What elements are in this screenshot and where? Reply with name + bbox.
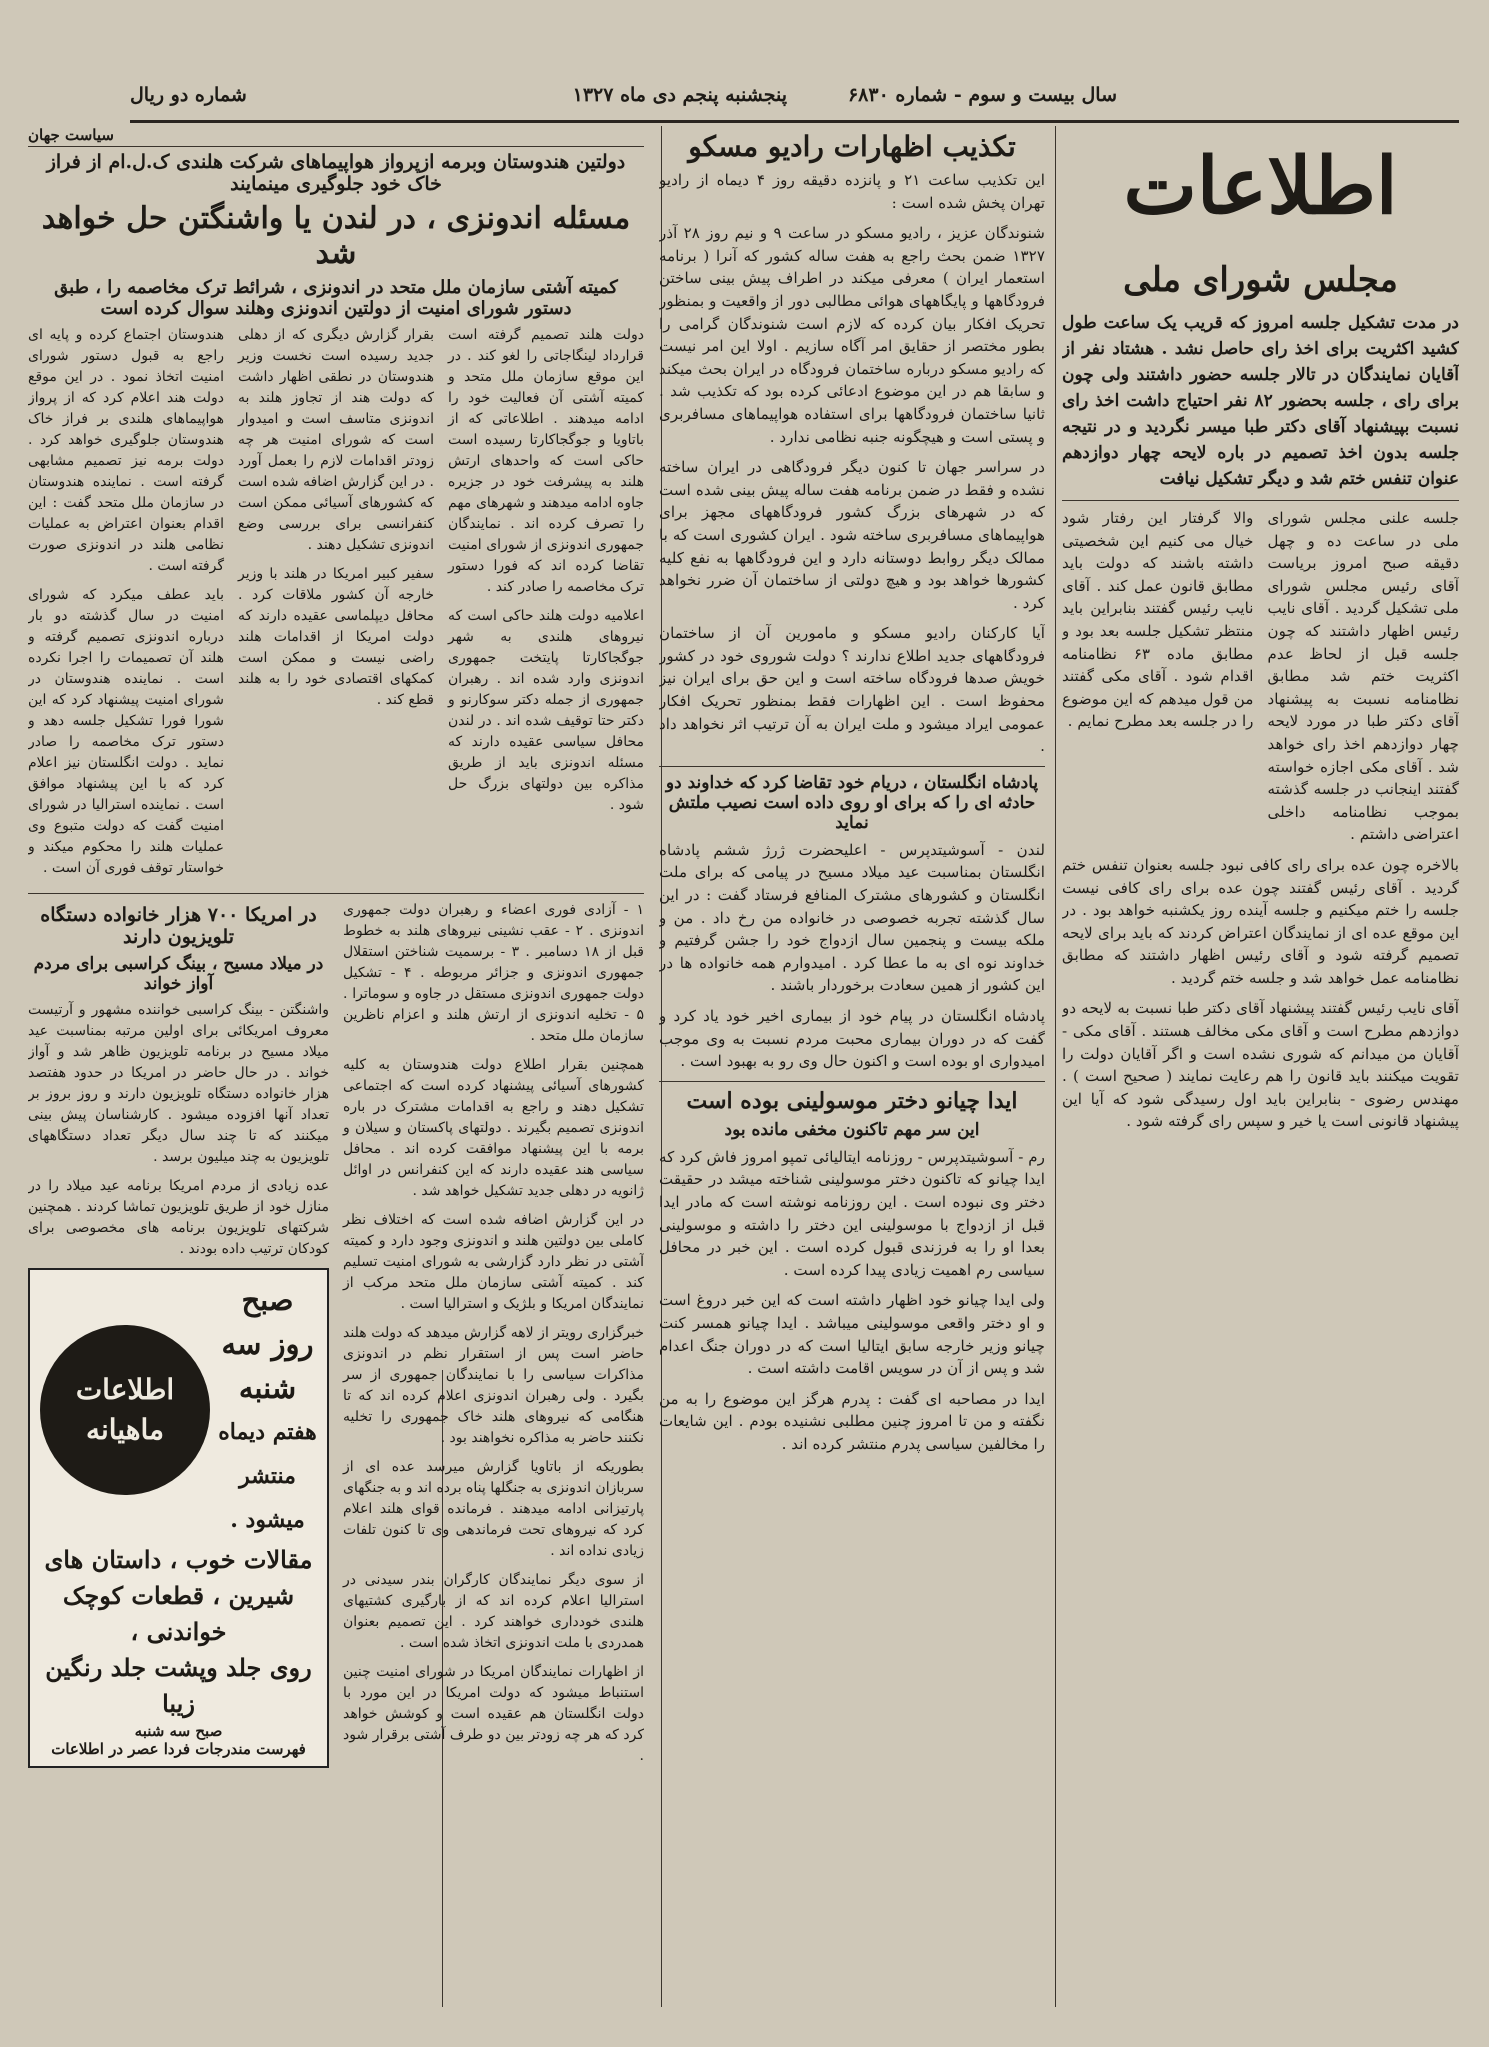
indonesia-list: ۱ - آزادی فوری اعضاء و رهبران دولت جمهوری اندونزی . ۲ - عقب نشینی نیروهای هلند به خطوط قبل از ۱۸ دسامبر . ۳ - برسمیت شناختن استقلال جمهوری اندونزی و جزائر مربوطه . ۴ - تشکیل دولت جمهوری اندونزی مستقل در جاوه و سوماترا . ۵ - تخلیه اندونزی از ارتش هلند و اعزام ناظرین سازمان ملل متحد .: [343, 902, 644, 1044]
lower-subcolumns: [28, 900, 644, 1775]
indonesia-body-9: از سوی دیگر نمایندگان کارگران بندر سیدنی در استرالیا اعلام کرده اند که از بارگیری کشتیهای هلندی خودداری خواهند کرد . این تصمیم بعنوان همدردی با ملت اندونزی اتخاذ شده است .: [343, 1572, 644, 1651]
indonesia-body-b: اعلامیه دولت هلند حاکی است که نیروهای هلندی به شهر جوگجاکارتا پایتخت جمهوری اندونزی وارد شده اند . رهبران جمهوری از جمله دکتر سوکارنو و دکتر حتا توقیف شده اند . در لندن محافل سیاسی عقیده دارند که مسئله اندونزی باید از طریق مذاکره بین دولتهای بزرگ حل شود .: [448, 608, 644, 813]
parliament-column: [1062, 126, 1459, 2017]
indonesia-body-6: در این گزارش اضافه شده است که اختلاف نظر کاملی بین دولتین هلند و اندونزی وجود دارد و کمیته آشتی در نظر دارد گزارشی به شورای امنیت تسلیم کند . کمیته آشتی سازمان ملل متحد مرکب از نمایندگان امریکا و بلژیک و استرالیا است .: [343, 1212, 644, 1312]
radio-moscow-column: [659, 126, 1045, 2017]
indonesia-headline: مسئله اندونزی ، در لندن یا واشنگتن حل خواهد شد: [41, 201, 631, 271]
parliament-lede: در مدت تشکیل جلسه امروز که قریب یک ساعت طول کشید اکثریت برای اخذ رای حاصل نشد . هشتاد نفر از آقایان نمایندگان در تالار جلسه حضور داشتند ولی چون برای رای ، جلسه بحضور ۸۲ نفر احتیاج داشت اخذ رای نسبت بپیشنهاد آقای دکتر طبا میسر نگردید و در نتیجه جلسه بدون اخذ تصمیم در باره لایحه چهار دوازدهم عنوان تنفس ختم شد و دیگر تشکیل نیافت: [1062, 313, 1459, 489]
television-subheadline: در میلاد مسیح ، بینگ کراسبی برای مردم آواز خواند: [33, 954, 324, 994]
indonesia-body-4: باید عطف میکرد که شورای امنیت در سال گذشته دو بار درباره اندونزی تصمیم گرفته و هلند آن تصمیمات را اجرا نکرده است . نماینده هندوستان در شورای امنیت پیشنهاد کرد که این شورا فورا تشکیل جلسه دهد و دستور ترک مخاصمه را صادر نماید . دولت انگلستان نیز اعلام کرد که با این پیشنهاد موافق است . نماینده استرالیا در شورای امنیت گفت که دولت متبوع وی عملیات هلند را محکوم میکند و خواستار توقف فوری آن است .: [28, 587, 224, 876]
indonesia-subcolumns: [28, 325, 644, 887]
parliament-subcolumns: [1062, 507, 1459, 854]
section-kicker: سیاست جهان: [28, 126, 644, 147]
divider: [659, 1081, 1045, 1082]
indonesia-body-a: دولت هلند تصمیم گرفته است قرارداد لینگاجاتی را لغو کند . در این موقع سازمان ملل متحد و کمیته آشتی آن فعالیت خود را ادامه میدهند . اطلاعاتی که از باتاویا و جوگجاکارتا رسیده است حاکی است که واحدهای ارتش هلند به پیشرفت خود در جزیره جاوه ادامه میدهند و شهرهای مهم را تصرف کرده اند . نمایندگان جمهوری اندونزی از شورای امنیت تقاضا کرده اند که فورا دستور ترک مخاصمه را صادر کند .: [448, 327, 644, 595]
parliament-headline: مجلس شورای ملی: [1123, 260, 1398, 300]
indonesia-body-c: هندوستان اجتماع کرده و پایه ای راجع به قبول دستور شورای امنیت اتخاذ نمود . در این موقع دولت هند اعلام کرد که از پرواز هواپیماهای هلندی بر فراز خاک هندوستان جلوگیری خواهد کرد . دولت برمه نیز تصمیم مشابهی گرفته است . نماینده هندوستان در سازمان ملل متحد گفت : این اقدام بعنوان اعتراض به عملیات نظامی هلند در اندونزی صورت گرفته است .: [28, 327, 224, 574]
radio-moscow-body-3: آیا کارکنان رادیو مسکو و مامورین آن از ساختمان فرودگاههای جدید اطلاع ندارند ؟ دولت شوروی خود در کشور خویش صدها فرودگاه ساخته است و این حق برای ایران نیز محفوظ است . این اظهارات فقط بمنظور تحریک افکار عمومی ایراد میشود و ملت ایران به آن ترتیب اثر نخواهد داد .: [659, 624, 1045, 756]
column-rule: [1055, 126, 1056, 2007]
masthead: اطلاعات: [1123, 141, 1398, 232]
ad-footer-1: صبح سه شنبه: [134, 1722, 223, 1740]
date-line: پنجشنبه پنجم دی ماه ۱۳۲۷: [572, 84, 787, 106]
television-body-2: عده زیادی از مردم امریکا برنامه عید میلاد را در منازل خود از طریق تلویزیون تماشا کردند . همچنین شرکتهای تلویزیون برنامه های مخصوصی برای کودکان ترتیب داده بودند .: [28, 1178, 329, 1257]
indonesia-body-5: همچنین بقرار اطلاع دولت هندوستان به کلیه کشورهای آسیائی پیشنهاد کرده است که اجتماعی تشکیل دهند و راجع به اقدامات مشترک در باره اندونزی تصمیم بگیرند . دولتهای پاکستان و سیلان و برمه با این پیشنهاد موافقت کرده اند . محافل سیاسی هند عقیده دارند که این کنفرانس در اوائل ژانویه در دهلی جدید تشکیل خواهد شد .: [343, 1057, 644, 1199]
indonesia-body-d: بقرار گزارش دیگری که از دهلی جدید رسیده است نخست وزیر هندوستان در نطقی اظهار داشت که دولت هند از تجاوز هلند به اندونزی متاسف است و امیدوار است که شورای امنیت هر چه زودتر اقدامات لازم را بعمل آورد . در این گزارش اضافه شده است که کشورهای آسیائی ممکن است کنفرانسی برای بررسی وضع اندونزی تشکیل دهند .: [238, 327, 434, 553]
ad-line-3: مقالات خوب ، داستان های شیرین ، قطعات کوچک خواندنی ،: [44, 1545, 313, 1646]
television-body: واشنگتن - بینگ کراسبی خواننده مشهور و آرتیست معروف امریکائی برای اولین مرتبه بمناسبت عید میلاد مسیح در برنامه تلویزیون ظاهر شد و آواز خواند . در حال حاضر در امریکا در حدود هفتصد هزار خانواده دستگاه تلویزیون دارند و روز بروز بر تعداد آنها افزوده میشود . کارشناسان پیش بینی میکنند که تا چند سال دیگر تعداد دستگاههای تلویزیون به چند میلیون برسد .: [28, 1002, 329, 1165]
divider: [1062, 500, 1459, 501]
world-politics-section: [28, 126, 644, 2017]
indonesia-body-10: از اظهارات نمایندگان امریکا در شورای امنیت چنین استنباط میشود که دولت امریکا در این مورد با دولت انگلستان هم عقیده است و کوشش خواهد کرد که هر چه زودتر بین دو طرف آشتی برقرار شود .: [343, 1664, 644, 1764]
ad-line-1: صبح روز سه شنبه: [221, 1283, 314, 1405]
edda-ciano-body: رم - آسوشیتدپرس - روزنامه ایتالیائی تمپو امروز فاش کرد که ایدا چیانو که تاکنون دختر موسولینی شناخته میشد در حقیقت دختر وی نبوده است . این روزنامه نوشته است که مادر ایدا قبل از ازدواج با موسولینی این دختر را داشته و موسولینی بعدا او را به فرزندی قبول کرده است . این خبر در محافل سیاسی رم اهمیت زیادی پیدا کرده است .: [659, 1147, 1045, 1279]
divider: [28, 893, 644, 894]
issue-line: سال بیست و سوم - شماره ۶۸۳۰: [847, 84, 1117, 106]
radio-moscow-body: شنوندگان عزیز ، رادیو مسکو در ساعت ۹ و نیم روز ۲۸ آذر ۱۳۲۷ ضمن بحث راجع به هفت ساله کشور که آنرا ( برنامه استعمار ایران ) معرفی میکند در اطراف پیش بینی ساختن فرودگاهها و پایگاههای هوائی مطالبی دور از واقعیت و بمنظور تحریک افکار بیان کرده که لازم است شنوندگان گرامی را بطور مختصر از حقایق امر آگاه سازیم . اولا این امر نیست که رادیو مسکو درباره ساختمان فرودگاه در ایران بحث میکند و سابقا هم در این موضوع ادعائی کرده بود که تکذیب شد . ثانیا ساختمان فرودگاهها برای استفاده هواپیماهای مسافربری و پستی است و هیچگونه جنبه نظامی ندارد .: [659, 224, 1045, 446]
radio-moscow-body-2: در سراسر جهان تا کنون دیگر فرودگاهی در ایران ساخته نشده و فقط در ضمن برنامه هفت ساله پیش بینی شده است که در شهرهای بزرگ کشور فرودگاههای مجهز برای هواپیماهای مسافربری ساخته شود . ایران کشوری است که با ممالک دیگر روابط دوستانه دارد و این فرودگاهها به نفع کلیه کشورها خواهد بود و هیچ دولتی از ساختمان آن ضرر نخواهد کرد .: [659, 458, 1045, 612]
ad-line-4: روی جلد وپشت جلد رنگین زیبا: [45, 1653, 312, 1718]
indonesia-body-e: سفیر کبیر امریکا در هلند با وزیر خارجه آن کشور ملاقات کرد . محافل دیپلماسی عقیده دارند که دولت امریکا از اقدامات هلند راضی نیست و ممکن است کمکهای اقتصادی خود را به هلند قطع کند .: [238, 566, 434, 708]
edda-ciano-body-3: ایدا در مصاحبه ای گفت : پدرم هرگز این موضوع را به من نگفته و من تا امروز چنین مطلبی نشنیده بودم . این شایعات را مخالفین سیاسی پدرم منتشر کرده اند .: [659, 1389, 1045, 1453]
king-message-body: لندن - آسوشیتدپرس - اعلیحضرت ژرژ ششم پادشاه انگلستان بمناسبت عید میلاد مسیح در پیامی که برای ملت انگلستان و کشورهای مشترک المنافع فرستاد گفت : در این سال گذشته تجربه خصوصی در خانواده من رخ داد . من و ملکه بیست و پنجمین سال ازدواج خود را جشن گرفتیم و خداوند نوه ای به ما عطا کرد . امیدوارم همه خانواده ها در این کشور از همین سعادت برخوردار باشند .: [659, 840, 1045, 995]
header-rule: [130, 120, 1459, 123]
edda-ciano-subheadline: این سر مهم تاکنون مخفی مانده بود: [724, 1119, 980, 1140]
television-headline: در امریکا ۷۰۰ هزار خانواده دستگاه تلویزیون دارند: [40, 904, 317, 948]
radio-moscow-lede: این تکذیب ساعت ۲۱ و پانزده دقیقه روز ۴ دیماه از رادیو تهران پخش شده است :: [659, 171, 1045, 212]
radio-moscow-headline: تکذیب اظهارات رادیو مسکو: [688, 130, 1016, 163]
indonesia-subheadline: کمیته آشتی سازمان ملل متحد در اندونزی ، شرائط ترک مخاصمه را ، طبق دستور شورای امنیت از دولتین اندونزی وهلند سوال کرده است: [54, 277, 618, 319]
divider: [659, 766, 1045, 767]
ad-footer-2: فهرست مندرجات فردا عصر در اطلاعات: [51, 1740, 306, 1758]
ad-line-2: هفتم دیماه منتشر میشود .: [218, 1419, 317, 1533]
king-message-body-2: پادشاه انگلستان در پیام خود از بیماری اخیر خود یاد کرد و گفت که در دوران بیماری محبت مردم نسبت به وی موجب امیدواری او بوده است و اکنون حال وی رو به بهبود است .: [659, 1007, 1045, 1071]
price-line: شماره دو ریال: [130, 84, 247, 106]
india-burma-headline: دولتین هندوستان وبرمه ازپرواز هواپیماهای شرکت هلندی ک.ل.ام از فراز خاک خود جلوگیری مینمایند: [46, 151, 626, 195]
parliament-body-right: جلسه علنی مجلس شورای ملی در ساعت ده و چهل دقیقه صبح امروز بریاست آقای رئیس مجلس شورای ملی تشکیل گردید . آقای نایب رئیس اظهار داشتند که چون جلسه قبل از لحاظ عدم اکثریت ختم شد مطابق نظامنامه نسبت به پیشنهاد آقای دکتر طبا در مورد لایحه چهار دوازدهم اخذ رای خواهد شد . آقای مکی اجازه خواسته گفتند اینجانب در جلسه گذشته بموجب نظامنامه داخلی اعتراضی داشتم .: [1267, 509, 1459, 844]
edda-ciano-body-2: ولی ایدا چیانو خود اظهار داشته است که این خبر دروغ است و او دختر واقعی موسولینی میباشد . ایدا چیانو همسر کنت چیانو وزیر خارجه سابق ایتالیا است که در دوران جنگ اعدام شد و پس از آن در سویس اقامت داشته است .: [659, 1291, 1045, 1378]
indonesia-body-8: بطوریکه از باتاویا گزارش میرسد عده ای از سربازان اندونزی به جنگلها پناه برده اند و به جنگهای پارتیزانی ادامه میدهند . فرمانده قوای هلند اعلام کرد که نیروهای تحت فرماندهی وی تا کنون تلفات زیادی نداده اند .: [343, 1459, 644, 1559]
magazine-seal: اطلاعات ماهیانه: [40, 1325, 210, 1495]
king-message-headline: پادشاه انگلستان ، دریام خود تقاضا کرد که خداوند دو حادثه ای را که برای او روی داده است نصیب ملتش نماید: [665, 772, 1039, 833]
parliament-body-more: بالاخره چون عده برای رای کافی نبود جلسه بعنوان تنفس ختم گردید . آقای رئیس گفتند چون عده برای رای کافی نیست جلسه را ختم میکنیم و جلسه آینده روز یکشنبه خواهد بود . در این موقع عده ای از نمایندگان اعتراض کردند که باید برای لایحه تصمیم گرفته شود و آقای رئیس اظهار داشتند که مطابق نظامنامه عمل خواهد شد و جلسه ختم گردید .: [1062, 855, 1459, 987]
parliament-body-end: آقای نایب رئیس گفتند پیشنهاد آقای دکتر طبا نسبت به لایحه دو دوازدهم مطرح است و آقای مکی مخالف هستند . آقای مکی - آقایان من میدانم که شوری نشده است و اگر آقایان دولت را تقویت میکنند باید قانون را هم رعایت نمایند ( صحیح است ) . مهندس رضوی - بنابراین باید اول رسیدگی شود که آیا این پیشنهاد قانونی است یا خیر و سپس رای گرفته شود .: [1062, 999, 1459, 1131]
parliament-body-left: والا گرفتار این رفتار شود خیال می کنیم این شخصیتی داشته باشند که دولت باید مطابق قانون عمل کند . آقای نایب رئیس گفتند بنابراین باید منتظر تشکیل جلسه بعد بود و مطابق ماده ۶۳ نظامنامه اقدام شود . آقای مکی گفتند من قول میدهم که این موضوع را در جلسه بعد مطرح نمایم .: [1062, 509, 1254, 731]
monthly-magazine-ad: [28, 1268, 329, 1768]
edda-ciano-headline: ایدا چیانو دختر موسولینی بوده است: [686, 1087, 1018, 1114]
indonesia-body-7: خبرگزاری رویتر از لاهه گزارش میدهد که دولت هلند حاضر است پس از استقرار نظم در اندونزی مذاکرات سیاسی را با نمایندگان جمهوری از سر بگیرد . ولی رهبران اندونزی اعلام کرده اند که تا هنگامی که نیروهای هلند خاک جمهوری را تخلیه نکنند حاضر به مذاکره نخواهند بود .: [343, 1325, 644, 1446]
